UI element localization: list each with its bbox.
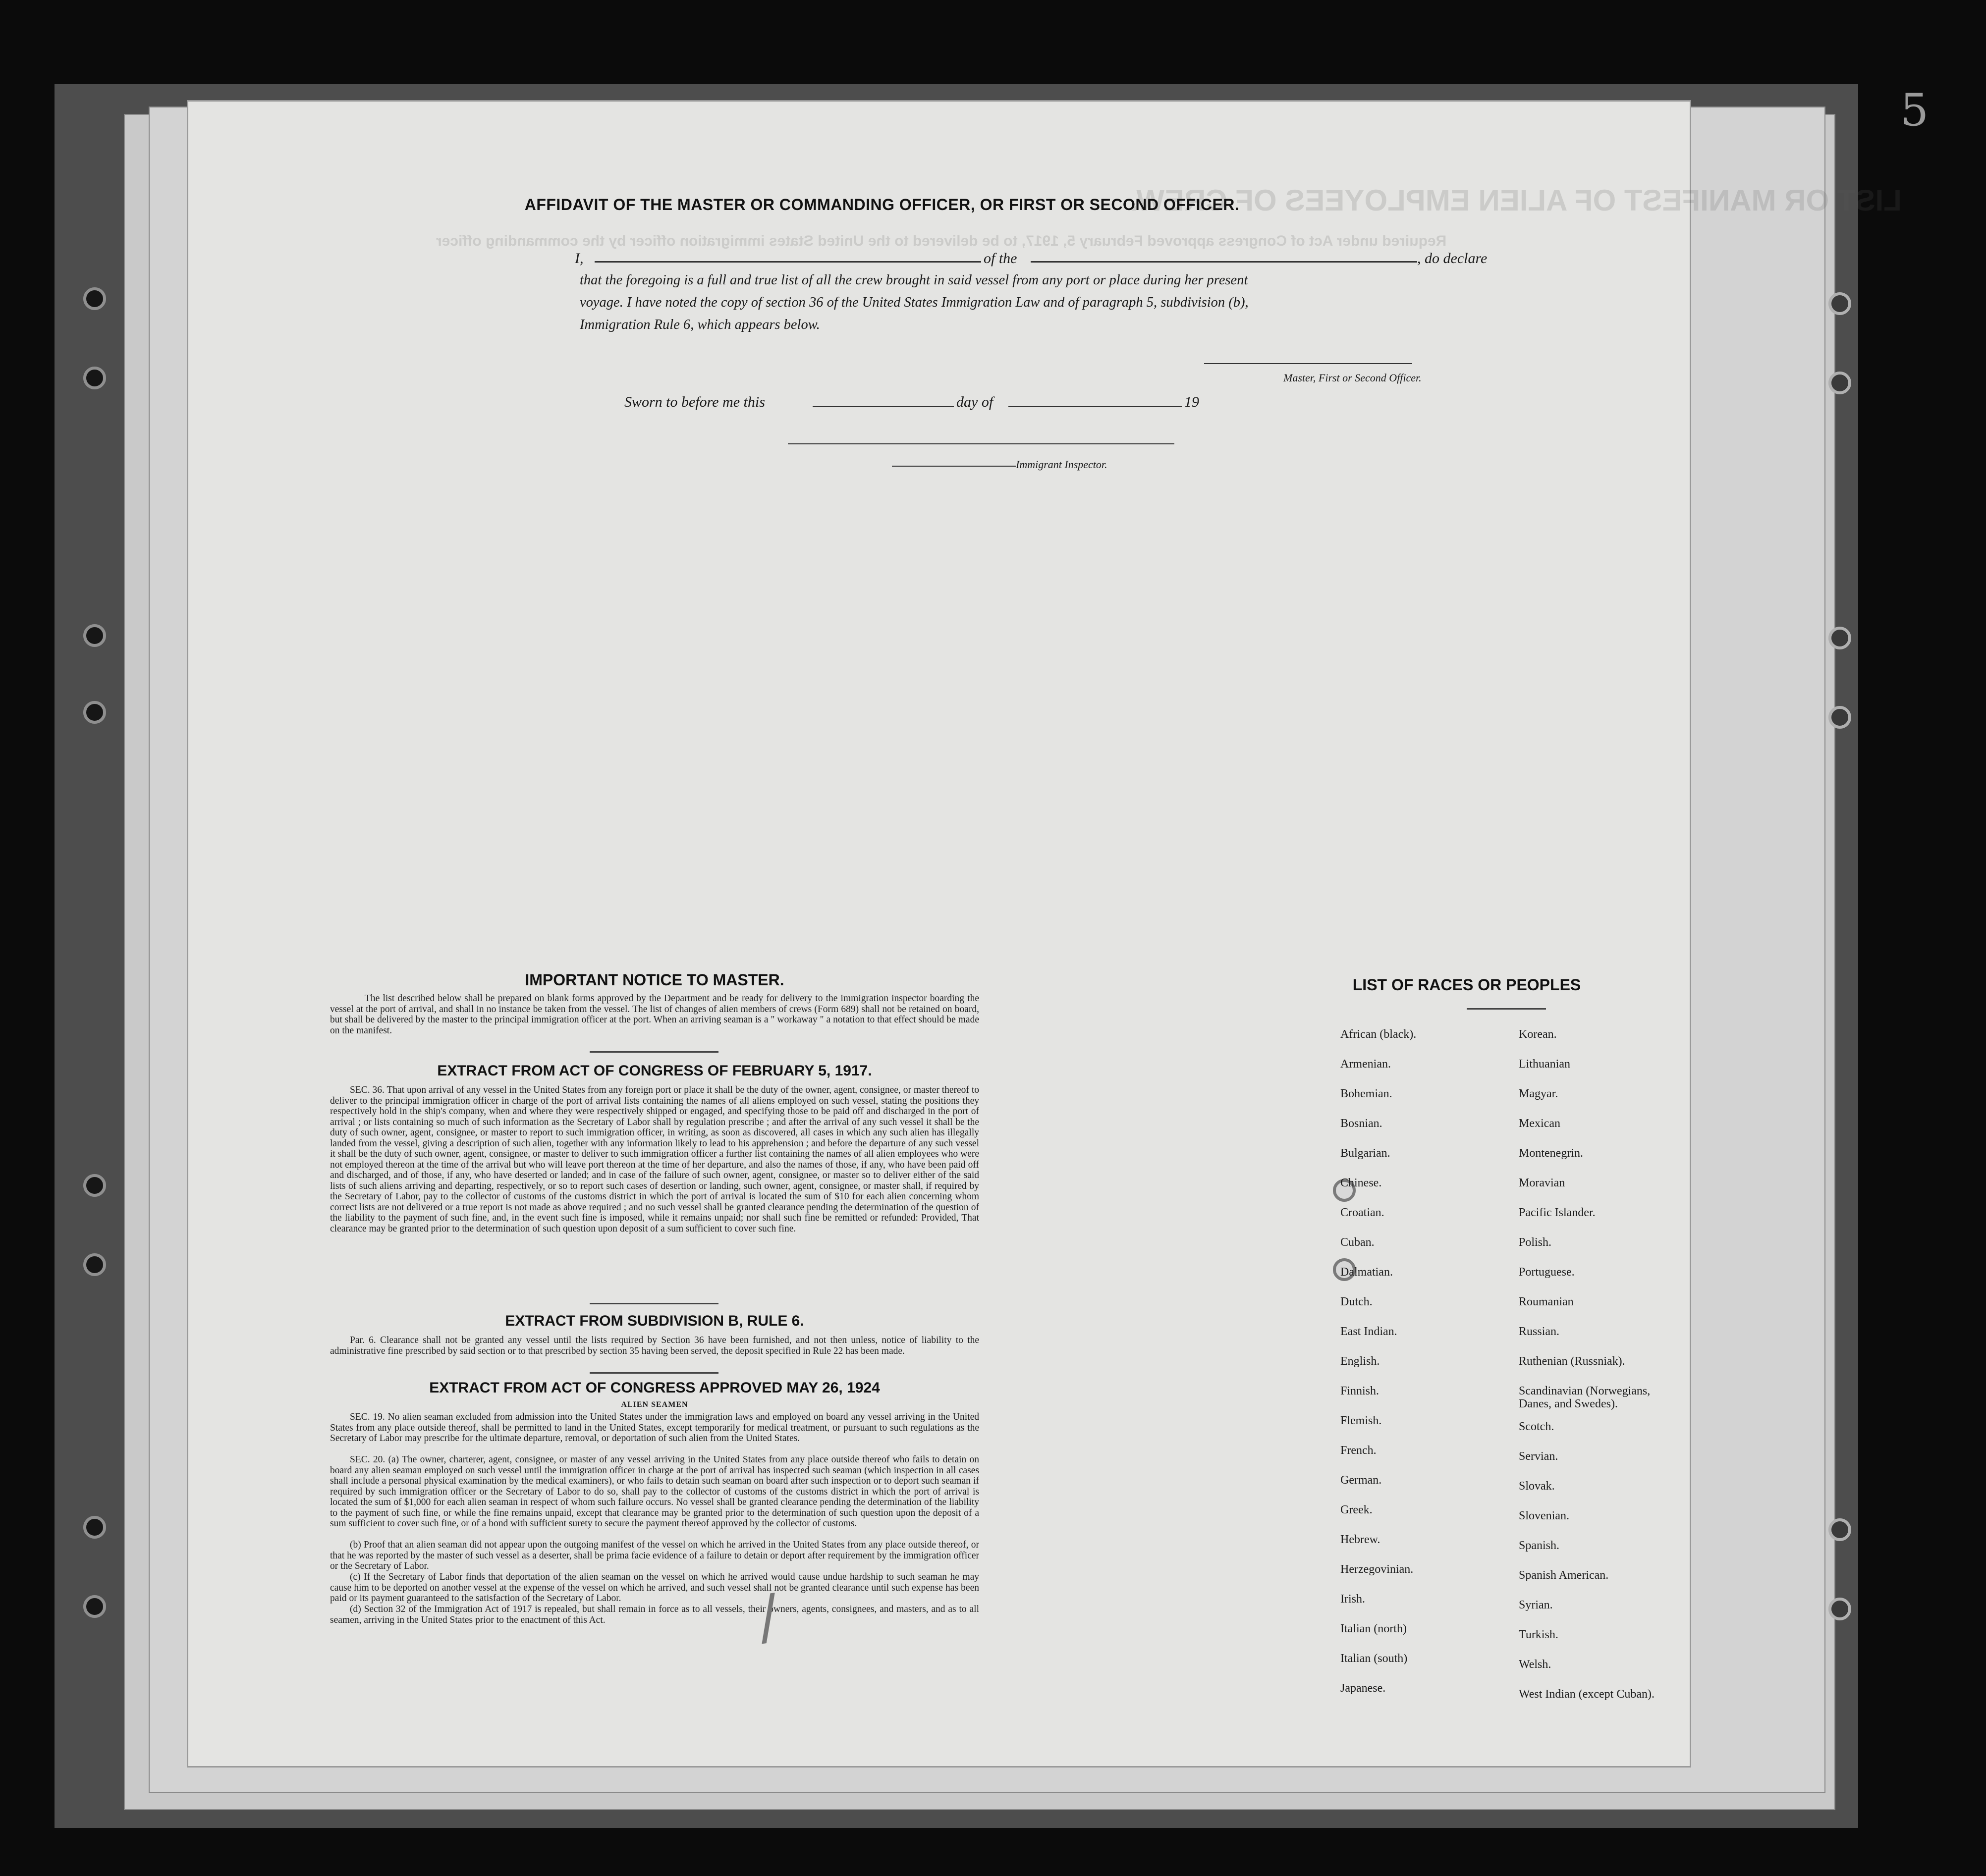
master-signature-caption: Master, First or Second Officer.: [1283, 372, 1422, 384]
extract-1924-sec20d: (d) Section 32 of the Immigration Act of 1917 is repealed, but shall remain in force as to all vessels, their owners, agents, consignees, and masters, and as to all seamen, arriving in the United States prior to the enactment of this Act.: [330, 1604, 979, 1625]
extract-1924-title: EXTRACT FROM ACT OF CONGRESS APPROVED MAY 26, 1924: [429, 1380, 880, 1396]
race-entry: Mexican: [1519, 1117, 1560, 1130]
race-entry: Flemish.: [1340, 1414, 1382, 1427]
notice-body: The list described below shall be prepared on blank forms approved by the Department and be ready for delivery to the immigration inspector boarding the vessel at the port of arrival, and shall in no instance be taken from the vessel. The list of changes of alien members of crews (Form 689) shall not be retained on board, but shall be delivered by the master to the principal immigration officer at the port. When an arriving seaman is a " workaway " a notation to that effect should be made on the manifest.: [330, 993, 979, 1036]
race-entry: English.: [1340, 1355, 1380, 1368]
race-entry: French.: [1340, 1444, 1377, 1457]
extract-1924-sec19: SEC. 19. No alien seaman excluded from admission into the United States under the immigration laws and employed on board any vessel arriving in the United States from any place outside thereof, shall be permitted to land in the United States, except temporarily for medical treatment, or pursuant to such regulations as the Secretary of Labor may prescribe for the ultimate departure, removal, or deportation of such alien from the United States.: [330, 1412, 979, 1444]
race-entry: Roumanian: [1519, 1295, 1574, 1308]
extract-1917-title: EXTRACT FROM ACT OF CONGRESS OF FEBRUARY 5, 1917.: [437, 1063, 872, 1079]
notice-title: IMPORTANT NOTICE TO MASTER.: [525, 971, 784, 989]
race-entry: German.: [1340, 1474, 1382, 1487]
race-entry: Dutch.: [1340, 1295, 1373, 1308]
separator: [1467, 1008, 1546, 1010]
separator: [590, 1051, 718, 1053]
extract-1924-sec20a: SEC. 20. (a) The owner, charterer, agent, consignee, or master of any vessel arriving in the United States from any place outside thereof who fails to detain on board any alien seaman employed on such vessel until the immigration officer in charge at the port of arrival has inspected such seaman (which inspection in all cases shall include a personal physical examination by the medical examiners), or who fails to detain such seaman on board after such inspection or to deport such seaman if required by such immigration officer or the Secretary of Labor to do so, shall pay to the collector of customs of the customs district in which the port of arrival is located the sum of $1,000 for each alien seaman in respect of whom such failure occurs. No vessel shall be granted clearance pending the determination of the liability to the payment of such fine, or while the fine remains unpaid, except that clearance may be granted prior to the determination of such question upon the deposit of a sum sufficient to cover such fine, or of a bond with sufficient surety to secure the payment thereof approved by the collector of customs.: [330, 1454, 979, 1529]
extract-1924-sec20b: (b) Proof that an alien seaman did not appear upon the outgoing manifest of the vessel on which he arrived in the United States from any place outside thereof, or that he was reported by the master of such vessel as a deserter, shall be prima facie evidence of a failure to detain or deport after requirement by the immigration officer or the Secretary of Labor.: [330, 1540, 979, 1571]
binder-hole: [83, 287, 106, 310]
sworn-month-blank[interactable]: [1008, 406, 1182, 407]
punch-hole: [1828, 1598, 1851, 1620]
race-entry: East Indian.: [1340, 1325, 1397, 1338]
race-entry: Turkish.: [1519, 1628, 1558, 1641]
extract-1924-sec20c: (c) If the Secretary of Labor finds that deportation of the alien seaman on the vessel on which he arrived would cause undue hardship to such seaman he may cause him to be deported on another vessel at the expense of the vessel on which he arrived, and such vessel shall not be granted clearance until such expense has been paid or its payment guaranteed to the satisfaction of the Secretary of Labor.: [330, 1572, 979, 1604]
race-entry: Korean.: [1519, 1028, 1557, 1041]
punch-hole: [1828, 627, 1851, 649]
affidavit-of-the-label: of the: [984, 250, 1017, 267]
extract-rule6-body: Par. 6. Clearance shall not be granted any vessel until the lists required by Section 36 have been furnished, and not then unless, notice of liability to the administrative fine prescribed by said section or to that prescribed by section 35 having been served, the deposit specified in Rule 22 has been made.: [330, 1335, 979, 1356]
inspector-signature-blank[interactable]: [788, 443, 1174, 444]
vessel-blank[interactable]: [1031, 261, 1417, 263]
race-entry: Montenegrin.: [1519, 1147, 1583, 1160]
race-entry: Moravian: [1519, 1177, 1565, 1189]
race-entry: Syrian.: [1519, 1599, 1553, 1611]
binder-hole: [83, 1253, 106, 1276]
binder-hole: [83, 1174, 106, 1197]
binder-hole: [83, 1516, 106, 1539]
race-entry: West Indian (except Cuban).: [1519, 1688, 1655, 1701]
race-entry: Japanese.: [1340, 1682, 1386, 1695]
race-entry: Slovak.: [1519, 1480, 1555, 1493]
extract-1924-subtitle: ALIEN SEAMEN: [621, 1400, 688, 1409]
race-entry: Russian.: [1519, 1325, 1560, 1338]
race-entry: Scandinavian (Norwegians, Danes, and Swedes).: [1519, 1385, 1651, 1410]
year-prefix: 19: [1184, 394, 1199, 410]
affidavit-line-4: Immigration Rule 6, which appears below.: [580, 317, 820, 332]
race-entry: Magyar.: [1519, 1087, 1558, 1100]
race-entry: Bulgarian.: [1340, 1147, 1390, 1160]
binder-hole: [83, 624, 106, 647]
race-entry: Finnish.: [1340, 1385, 1379, 1397]
separator: [590, 1303, 718, 1304]
bleed-through-text: Required under Act of Congress approved February 5, 1917, to be delivered to the United States immigration officer by the commanding officer: [436, 233, 1447, 249]
page-number-mark: 5: [1900, 84, 1929, 136]
race-entry: Italian (north): [1340, 1622, 1407, 1635]
affidavit-line-3: voyage. I have noted the copy of section 36 of the United States Immigration Law and of paragraph 5, subdivision (b),: [580, 295, 1249, 310]
race-entry: Cuban.: [1340, 1236, 1375, 1249]
races-title: LIST OF RACES OR PEOPLES: [1352, 976, 1581, 994]
name-blank[interactable]: [595, 261, 981, 263]
inspector-signature-blank-2[interactable]: [892, 466, 1016, 467]
race-entry: Herzegovinian.: [1340, 1563, 1414, 1576]
punch-hole: [1828, 706, 1851, 729]
binder-hole: [83, 367, 106, 389]
race-entry: Lithuanian: [1519, 1058, 1570, 1071]
affidavit-declare-label: , do declare: [1417, 250, 1488, 267]
sworn-day-blank[interactable]: [813, 406, 954, 407]
race-entry: Hebrew.: [1340, 1533, 1380, 1546]
race-entry: Spanish American.: [1519, 1569, 1609, 1582]
race-entry: Polish.: [1519, 1236, 1552, 1249]
handwritten-mark: /: [753, 1581, 783, 1653]
race-entry: Chinese.: [1340, 1177, 1382, 1189]
race-entry: Ruthenian (Russniak).: [1519, 1355, 1625, 1368]
races-left-column: [1330, 1028, 1509, 1702]
race-entry: Spanish.: [1519, 1539, 1560, 1552]
races-right-column: [1514, 1028, 1702, 1702]
punch-hole: [1828, 1518, 1851, 1541]
extract-1917-body: SEC. 36. That upon arrival of any vessel in the United States from any foreign port or place it shall be the duty of the owner, agent, consignee, or master thereof to deliver to the principal immigration officer in charge of the port of arrival lists containing the names of all aliens employed on such vessel, stating the positions they respectively hold in the ship's company, when and where they were respectively shipped or engaged, and specifying those to be paid off and discharged in the port of arrival ; or lists containing so much of such information as the Secretary of Labor shall by regulation prescribe ; and after the arrival of any such vessel it shall be the duty of such owner, agent, consignee, or master to report to such immigration officer, in writing, as soon as discovered, all cases in which any such alien has illegally landed from the vessel, giving a description of such alien, together with any information likely to lead to his apprehension ; and before the departure of any such vessel it shall be the duty of such owner, agent, consignee, or master to deliver to such immigration officer a further list containing the names of all alien employees who were not employed thereon at the time of the arrival but who will leave port thereon at the time of her departure, and also the names of those, if any, who have been paid off and discharged, and of those, if any, who have deserted or landed; and in case of the failure of such owner, agent, consignee, or master so to deliver either of the said lists of such aliens arriving and departing, respectively, or so to report such cases of desertion or landing, such owner, agent, consignee, or master shall, if required by the Secretary of Labor, pay to the collector of customs of the customs district in which the port of arrival is located the sum of $10 for each alien concerning whom correct lists are not delivered or a true report is not made as above required ; and no such vessel shall be granted clearance pending the determination of the question of the liability to the payment of such fine, and, in the event such fine is imposed, while it remains unpaid; nor shall such fine be remitted or refunded: Provided, That clearance may be granted prior to the determination of such question upon deposit of a sum sufficient to cover such fine.: [330, 1085, 979, 1234]
race-entry: Pacific Islander.: [1519, 1206, 1596, 1219]
extract-rule6-title: EXTRACT FROM SUBDIVISION B, RULE 6.: [505, 1313, 804, 1329]
race-entry: Bohemian.: [1340, 1087, 1392, 1100]
race-entry: Servian.: [1519, 1450, 1558, 1463]
race-entry: Dalmatian.: [1340, 1266, 1393, 1279]
race-entry: Slovenian.: [1519, 1509, 1569, 1522]
race-entry: Greek.: [1340, 1503, 1373, 1516]
binder-hole: [83, 1595, 106, 1618]
binder-hole: [83, 701, 106, 724]
punch-hole: [1828, 292, 1851, 315]
master-signature-blank[interactable]: [1204, 363, 1412, 364]
manifest-page: [188, 102, 1902, 1766]
race-entry: Bosnian.: [1340, 1117, 1382, 1130]
separator: [590, 1372, 718, 1374]
inspector-caption: Immigrant Inspector.: [1016, 458, 1107, 471]
affidavit-i-label: I,: [575, 250, 584, 267]
race-entry: Welsh.: [1519, 1658, 1551, 1671]
race-entry: African (black).: [1340, 1028, 1417, 1041]
race-entry: Irish.: [1340, 1593, 1365, 1606]
race-entry: Scotch.: [1519, 1420, 1554, 1433]
day-of-label: day of: [956, 394, 993, 410]
affidavit-title: AFFIDAVIT OF THE MASTER OR COMMANDING OFFICER, OR FIRST OR SECOND OFFICER.: [524, 196, 1240, 214]
punch-hole: [1828, 372, 1851, 394]
race-entry: Portuguese.: [1519, 1266, 1575, 1279]
race-entry: Italian (south): [1340, 1652, 1408, 1665]
sworn-label: Sworn to before me this: [624, 394, 765, 410]
race-entry: Armenian.: [1340, 1058, 1391, 1071]
bleed-through-text: LIST OR MANIFEST OF ALIEN EMPLOYEES OF CREW.: [1130, 184, 1902, 217]
affidavit-line-2: that the foregoing is a full and true list of all the crew brought in said vessel from any port or place during her present: [580, 272, 1248, 288]
race-entry: Croatian.: [1340, 1206, 1384, 1219]
